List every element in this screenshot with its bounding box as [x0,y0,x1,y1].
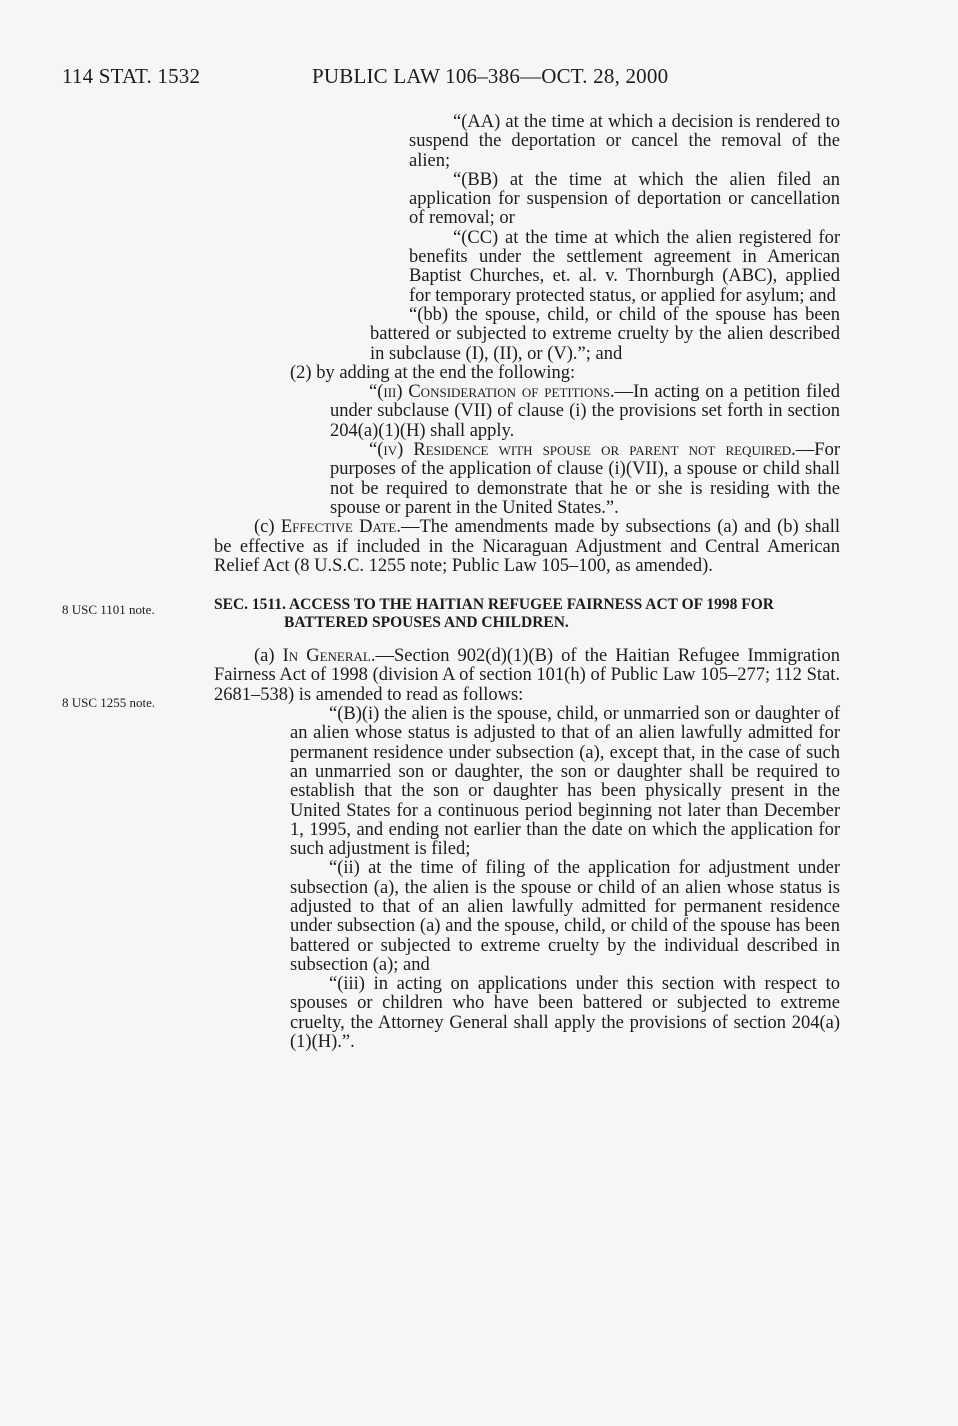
paragraph-bb-lower: “(bb) the spouse, child, or child of the spouse has been battered or subjected to extreme cruelty by the alien described in subclause (I), (II), or (V).”; and [370,304,840,364]
paragraph-ii: “(ii) at the time of filing of the application for adjustment under subsection (a), the alien is the spouse or child of an alien whose status is adjusted to that of an alien lawfully admitted for permanent residence under subsection (a) and the spouse, child, or child of the spouse has been battered or subjected to extreme cruelty by the individual described in subsection (a); and [290,858,840,975]
statute-text [0,113,958,1052]
margin-note-usc-1101: 8 USC 1101 note. [62,602,155,617]
paragraph-clause-iii [330,383,840,441]
effective-date-heading: Effective Date. [280,517,401,538]
margin-note-usc-1255: 8 USC 1255 note. [62,695,156,710]
clause-iii-text: —In acting on a petition filed under subclause (VII) of clause (i) the provisions set forth in section 204(a)(1)(H) shall apply. [330,382,840,441]
stat-reference: 114 STAT. 1532 [62,64,201,88]
effective-date-text: —The amendments made by subsections (a) and (b) shall be effective as if included in the Nicaraguan Adjustment and Central American Relief Act (8 U.S.C. 1255 note; Public Law 105–100, as amended). [214,517,840,576]
public-law-title: PUBLIC LAW 106–386—OCT. 28, 2000 [312,64,669,88]
in-general-text: —Section 902(d)(1)(B) of the Haitian Refugee Immigration Fairness Act of 1998 (division A of section 101(h) of Public Law 105–277; 112 Stat. 2681–538) is amended to read as follows: [214,646,840,705]
clause-iii-heading: “(iii) Consideration of petitions. [369,382,615,403]
paragraph-in-general [214,647,840,705]
paragraph-b-i: “(B)(i) the alien is the spouse, child, or unmarried son or daughter of an alien whose status is adjusted to that of an alien lawfully admitted for permanent residence under subsection (a), except that, in the case of such an unmarried son or daughter, the son or daughter shall be required to establish that the son or daughter has been physically present in the United States for a continuous period beginning not later than December 1, 1995, and ending not earlier than the date on which the application for such adjustment is filed; [290,704,840,860]
paragraph-effective-date [214,518,840,576]
section-heading-text: SEC. 1511. ACCESS TO THE HAITIAN REFUGEE FAIRNESS ACT OF 1998 FOR BATTERED SPOUSES AND CHILDREN. [214,596,774,632]
paragraph-item-2: (2) by adding at the end the following: [290,362,576,383]
paragraph-aa: “(AA) at the time at which a decision is rendered to suspend the deportation or cancel the removal of the alien; [409,112,840,171]
paragraph-bb-upper: “(BB) at the time at which the alien filed an application for suspension of deportation or cancellation of removal; or [409,169,840,229]
clause-iv-text: —For purposes of the application of clause (i)(VII), a spouse or child shall not be required to demonstrate that he or she is residing with the spouse or parent in the United States.”. [330,440,840,518]
running-header [62,64,668,89]
subsection-a-label: (a) [254,646,283,667]
paragraph-iii: “(iii) in acting on applications under this section with respect to spouses or children who have been battered or subjected to extreme cruelty, the Attorney General shall apply the provisions of section 204(a)(1)(H).”. [290,974,840,1053]
paragraph-cc: “(CC) at the time at which the alien registered for benefits under the settlement agreement in American Baptist Churches, et. al. v. Thornburgh (ABC), applied for temporary protected status, or applied for asylum; and [409,227,840,306]
paragraph-clause-iv [330,441,840,518]
section-1511-heading [214,596,840,632]
clause-iv-heading: “(iv) Residence with spouse or parent not required. [369,440,796,461]
subsection-c-label: (c) [254,517,281,538]
in-general-heading: In General. [282,646,376,667]
